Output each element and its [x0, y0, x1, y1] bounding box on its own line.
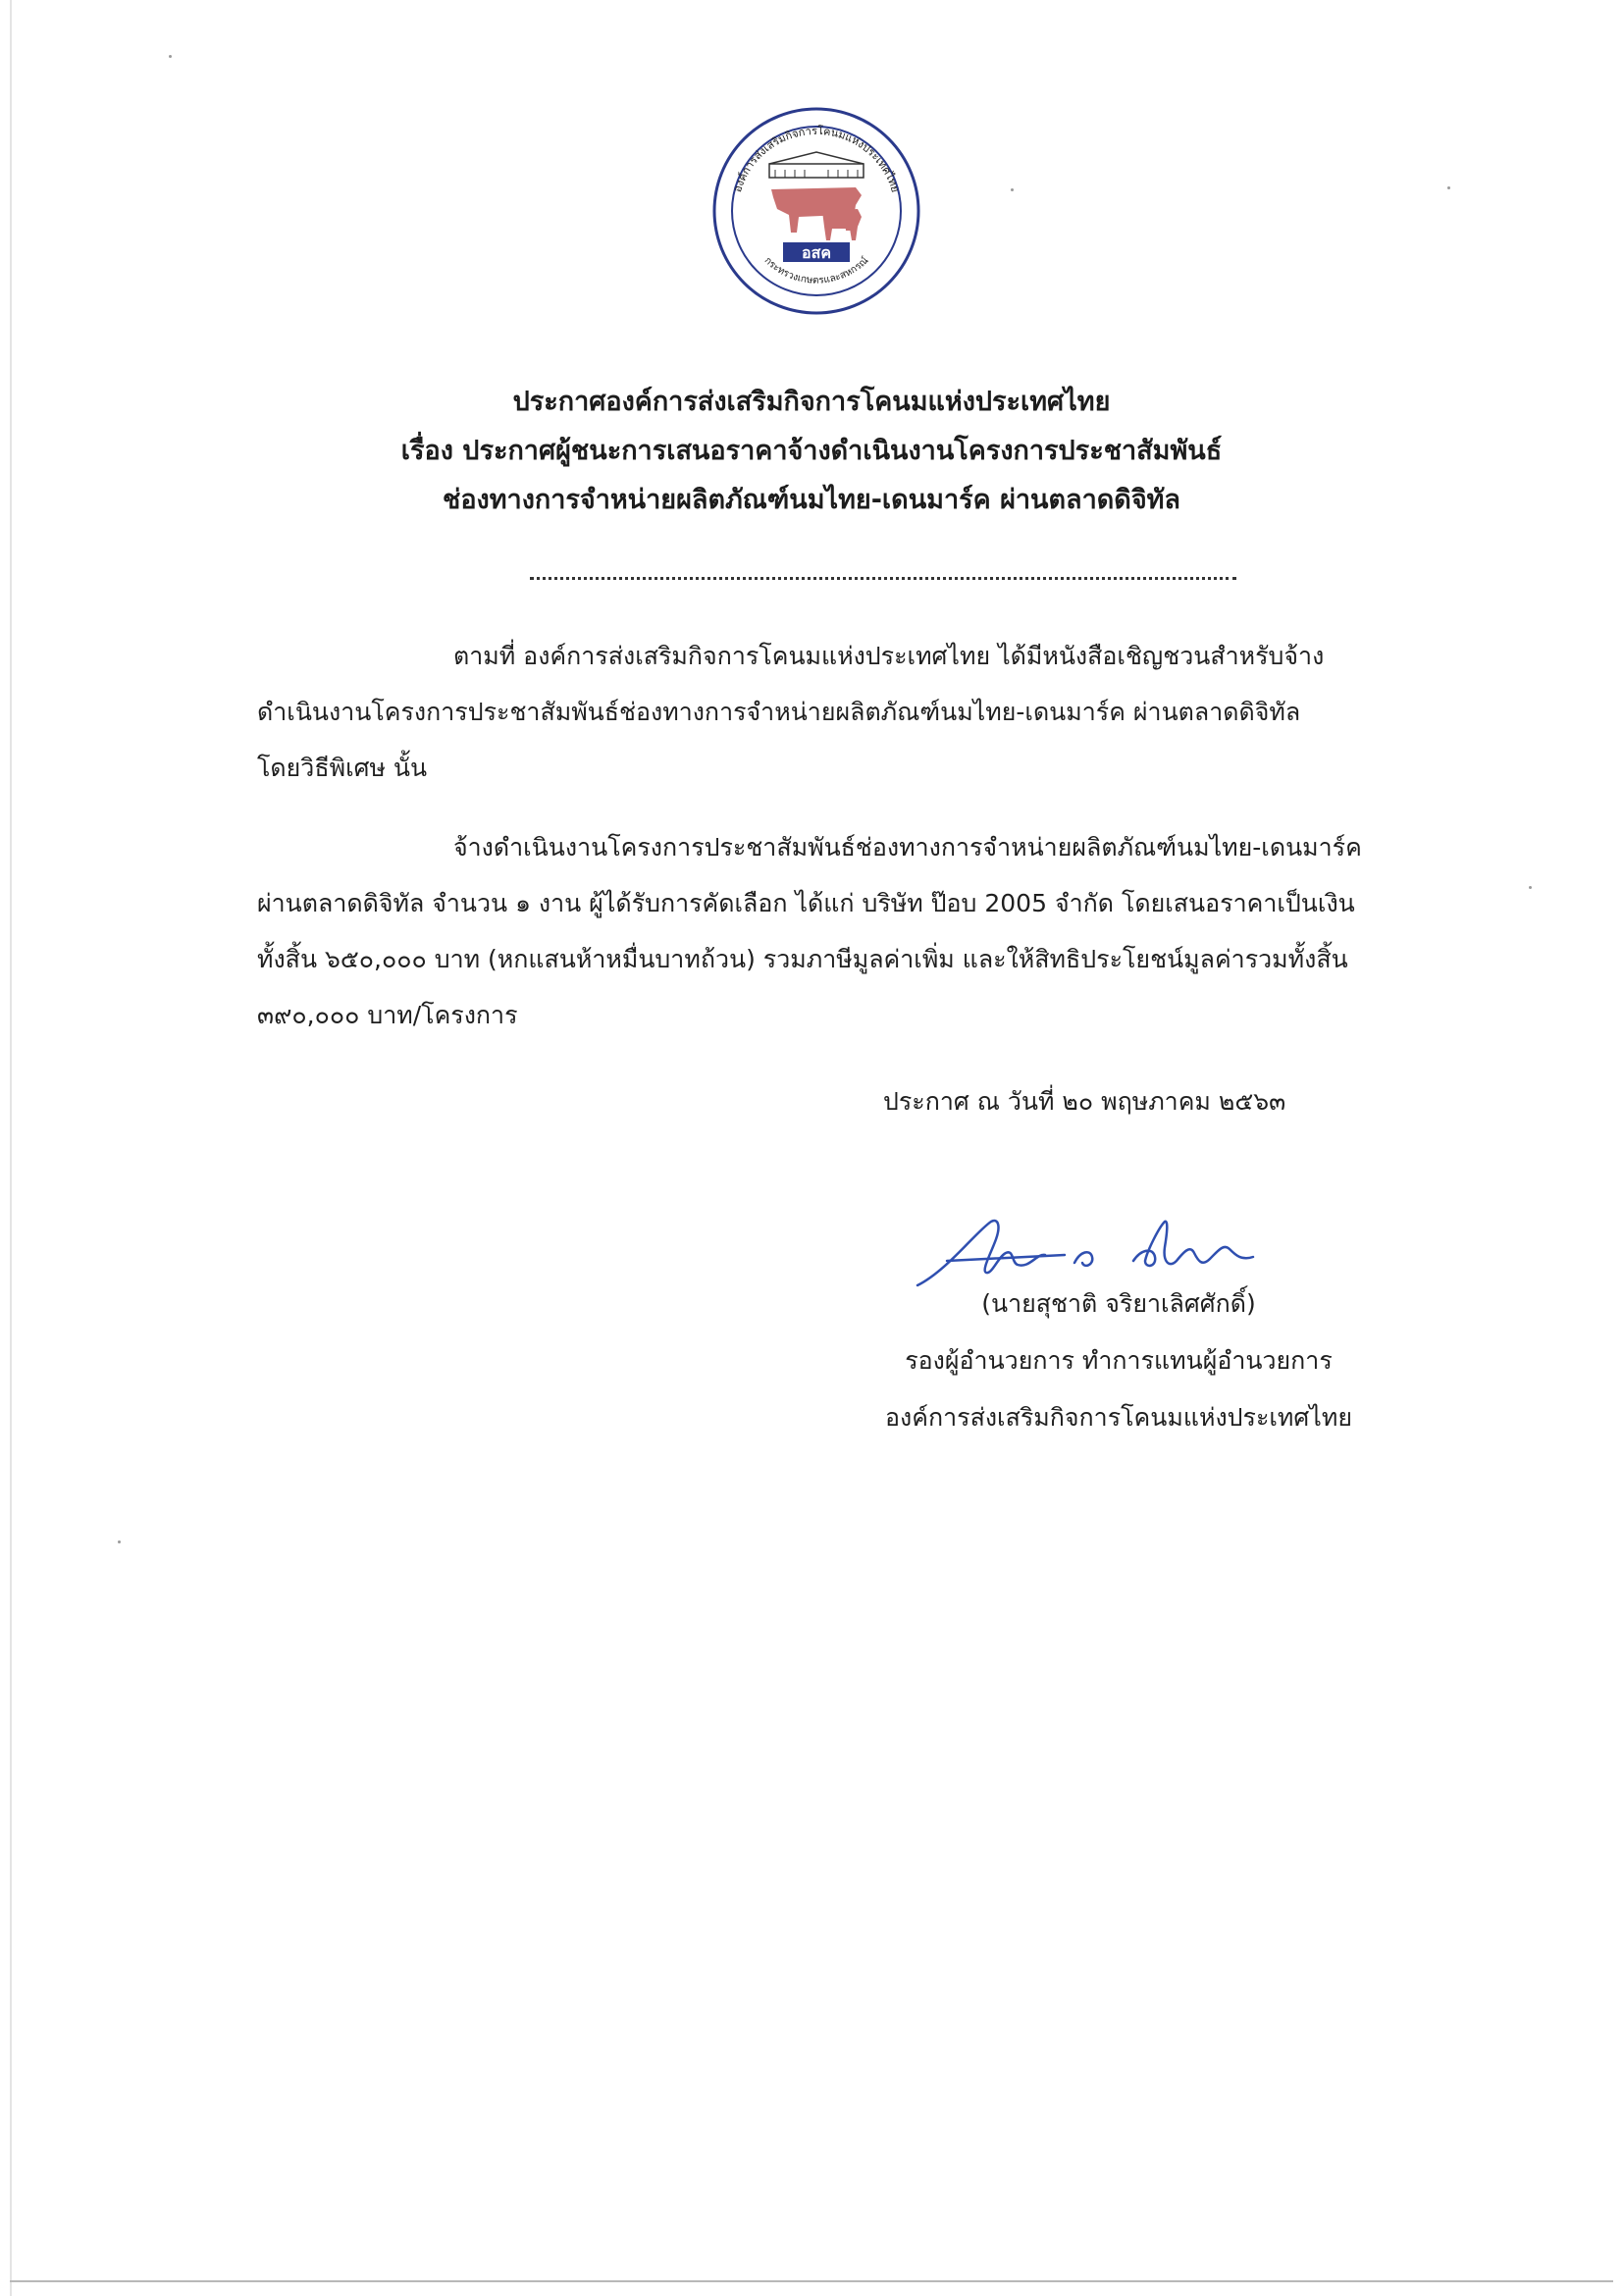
signer-organization: องค์การส่งเสริมกิจการโคนมแห่งประเทศไทย	[885, 1403, 1352, 1432]
paragraph-line: จ้างดำเนินงานโครงการประชาสัมพันธ์ช่องทางการจำหน่ายผลิตภัณฑ์นมไทย-เดนมาร์ค	[453, 833, 1362, 861]
scan-speck	[1529, 886, 1532, 889]
scan-edge	[10, 0, 12, 2296]
seal-ring-text-bottom: กระทรวงเกษตรและสหกรณ์	[761, 255, 871, 287]
paragraph-line: ดำเนินงานโครงการประชาสัมพันธ์ช่องทางการจำหน่ายผลิตภัณฑ์นมไทย-เดนมาร์ค ผ่านตลาดดิจิทัล	[257, 698, 1301, 726]
heading-line: ประกาศองค์การส่งเสริมกิจการโคนมแห่งประเทศไทย	[512, 387, 1111, 417]
seal-ring-text-top: องค์การส่งเสริมกิจการโคนมแห่งประเทศไทย	[730, 124, 903, 194]
barn-icon	[769, 152, 864, 178]
scan-speck	[169, 55, 172, 58]
dotted-divider	[530, 577, 1236, 580]
heading-line: ช่องทางการจำหน่ายผลิตภัณฑ์นมไทย-เดนมาร์ค ผ่านตลาดดิจิทัล	[443, 485, 1180, 515]
organization-seal-logo	[708, 103, 924, 319]
signer-block	[824, 1276, 1413, 1446]
body-paragraph	[257, 628, 1474, 796]
paragraph-line: ทั้งสิ้น ๖๕๐,๐๐๐ บาท (หกแสนห้าหมื่นบาทถ้วน) รวมภาษีมูลค่าเพิ่ม และให้สิทธิประโยชน์มูลค่ารวมทั้งสิ้น	[257, 945, 1348, 973]
signer-name: (นายสุชาติ จริยาเลิศศักดิ์)	[981, 1289, 1256, 1318]
cow-and-calf-icon	[771, 187, 862, 240]
heading-line: เรื่อง ประกาศผู้ชนะการเสนอราคาจ้างดำเนินงานโครงการประชาสัมพันธ์	[400, 436, 1223, 466]
announcement-date: ประกาศ ณ วันที่ ๒๐ พฤษภาคม ๒๕๖๓	[883, 1087, 1286, 1116]
announcement-heading	[245, 378, 1378, 525]
paragraph-line: ๓๙๐,๐๐๐ บาท/โครงการ	[257, 1001, 518, 1029]
scan-edge	[10, 2280, 1613, 2282]
paragraph-line: ผ่านตลาดดิจิทัล จำนวน ๑ งาน ผู้ได้รับการคัดเลือก ได้แก่ บริษัท ป๊อบ 2005 จำกัด โดยเสนอราคาเป็นเงิน	[257, 889, 1355, 917]
signer-position: รองผู้อำนวยการ ทำการแทนผู้อำนวยการ	[905, 1346, 1333, 1375]
body-paragraph	[257, 819, 1474, 1043]
paragraph-line: ตามที่ องค์การส่งเสริมกิจการโคนมแห่งประเทศไทย ได้มีหนังสือเชิญชวนสำหรับจ้าง	[453, 642, 1325, 670]
seal-emblem-text: อสค	[801, 243, 832, 262]
scan-speck	[1447, 186, 1450, 189]
scan-speck	[118, 1540, 121, 1543]
paragraph-line: โดยวิธีพิเศษ นั้น	[257, 754, 428, 782]
scan-speck	[1011, 188, 1014, 191]
